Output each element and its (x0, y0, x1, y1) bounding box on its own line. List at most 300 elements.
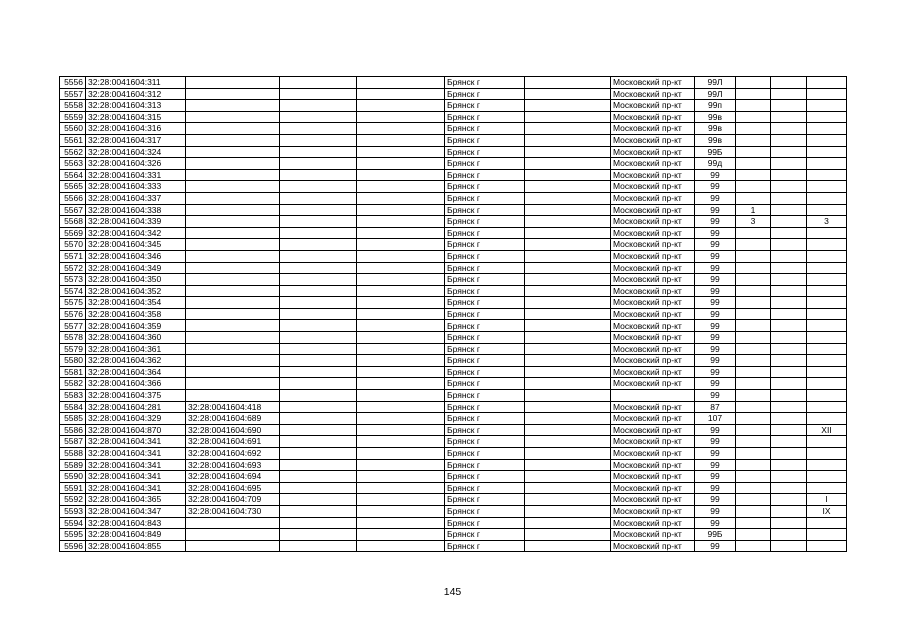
cell-empty-col-4 (280, 158, 357, 170)
cell-house: 99Л (695, 77, 736, 89)
cell-empty-col-11 (771, 297, 807, 309)
cell-room (807, 158, 847, 170)
cell-street: Московский пр-кт (611, 448, 695, 460)
cell-empty-col-11 (771, 459, 807, 471)
cell-house: 99 (695, 517, 736, 529)
table-row (60, 482, 847, 494)
cell-house: 99 (695, 297, 736, 309)
cell-related-cadastral-number (186, 204, 280, 216)
cell-city: Брянск г (445, 134, 525, 146)
cell-city: Брянск г (445, 459, 525, 471)
cell-empty-col-7 (525, 216, 611, 228)
cell-house: 99 (695, 169, 736, 181)
cell-street: Московский пр-кт (611, 77, 695, 89)
cell-cadastral-number: 32:28:0041604:312 (86, 88, 186, 100)
cell-related-cadastral-number (186, 390, 280, 402)
cell-related-cadastral-number: 32:28:0041604:694 (186, 471, 280, 483)
cell-related-cadastral-number (186, 262, 280, 274)
cell-house: 99д (695, 158, 736, 170)
cell-empty-col-11 (771, 134, 807, 146)
cell-street: Московский пр-кт (611, 332, 695, 344)
cell-empty-col-5 (357, 192, 445, 204)
cell-cadastral-number: 32:28:0041604:338 (86, 204, 186, 216)
cell-house: 99 (695, 262, 736, 274)
cell-empty-col-5 (357, 413, 445, 425)
cell-street: Московский пр-кт (611, 505, 695, 517)
cell-empty-col-11 (771, 401, 807, 413)
cell-empty-col-11 (771, 274, 807, 286)
cell-empty-col-11 (771, 158, 807, 170)
cell-related-cadastral-number: 32:28:0041604:691 (186, 436, 280, 448)
cell-row-number: 5585 (60, 413, 86, 425)
cell-empty-col-4 (280, 227, 357, 239)
cell-empty-col-7 (525, 169, 611, 181)
cell-empty-col-5 (357, 517, 445, 529)
table-row (60, 100, 847, 112)
cell-street: Московский пр-кт (611, 517, 695, 529)
cell-empty-col-7 (525, 366, 611, 378)
cell-empty-col-11 (771, 169, 807, 181)
cell-row-number: 5580 (60, 355, 86, 367)
cell-house: 99 (695, 192, 736, 204)
cell-room (807, 343, 847, 355)
cell-cadastral-number: 32:28:0041604:341 (86, 471, 186, 483)
cell-related-cadastral-number (186, 169, 280, 181)
table-row (60, 146, 847, 158)
cell-empty-col-7 (525, 111, 611, 123)
cell-empty-col-4 (280, 494, 357, 506)
cell-empty-col-4 (280, 146, 357, 158)
cell-room (807, 88, 847, 100)
cell-empty-col-5 (357, 285, 445, 297)
cell-street: Московский пр-кт (611, 192, 695, 204)
cell-building (736, 424, 771, 436)
cell-empty-col-7 (525, 308, 611, 320)
cell-empty-col-11 (771, 448, 807, 460)
cell-empty-col-11 (771, 343, 807, 355)
cell-empty-col-4 (280, 424, 357, 436)
cell-empty-col-7 (525, 413, 611, 425)
cell-row-number: 5566 (60, 192, 86, 204)
cell-room (807, 517, 847, 529)
cell-city: Брянск г (445, 227, 525, 239)
cell-related-cadastral-number (186, 123, 280, 135)
cell-room (807, 529, 847, 541)
cell-city: Брянск г (445, 239, 525, 251)
cell-house: 99п (695, 100, 736, 112)
cell-related-cadastral-number (186, 239, 280, 251)
cell-building (736, 320, 771, 332)
cell-city: Брянск г (445, 529, 525, 541)
cell-row-number: 5577 (60, 320, 86, 332)
cell-related-cadastral-number (186, 216, 280, 228)
cell-building (736, 181, 771, 193)
cell-room (807, 332, 847, 344)
cell-empty-col-5 (357, 332, 445, 344)
cell-room (807, 355, 847, 367)
cell-building (736, 366, 771, 378)
cell-row-number: 5581 (60, 366, 86, 378)
cell-empty-col-11 (771, 540, 807, 552)
cell-cadastral-number: 32:28:0041604:362 (86, 355, 186, 367)
cell-cadastral-number: 32:28:0041604:870 (86, 424, 186, 436)
cell-house: 99 (695, 424, 736, 436)
cell-cadastral-number: 32:28:0041604:375 (86, 390, 186, 402)
cell-empty-col-7 (525, 482, 611, 494)
cell-building (736, 169, 771, 181)
cell-city: Брянск г (445, 123, 525, 135)
cell-street: Московский пр-кт (611, 181, 695, 193)
cell-building (736, 505, 771, 517)
cell-empty-col-7 (525, 424, 611, 436)
table-row (60, 390, 847, 402)
table-row (60, 494, 847, 506)
cell-empty-col-7 (525, 158, 611, 170)
cell-empty-col-5 (357, 505, 445, 517)
cell-empty-col-5 (357, 274, 445, 286)
table-row (60, 448, 847, 460)
cell-cadastral-number: 32:28:0041604:354 (86, 297, 186, 309)
cell-street: Московский пр-кт (611, 169, 695, 181)
cell-empty-col-11 (771, 285, 807, 297)
cell-empty-col-5 (357, 111, 445, 123)
cell-city: Брянск г (445, 158, 525, 170)
cell-empty-col-5 (357, 482, 445, 494)
cell-related-cadastral-number (186, 158, 280, 170)
cell-empty-col-11 (771, 250, 807, 262)
table-row (60, 459, 847, 471)
cell-room (807, 448, 847, 460)
cell-house: 99 (695, 355, 736, 367)
cell-city: Брянск г (445, 332, 525, 344)
cell-building (736, 471, 771, 483)
cell-row-number: 5572 (60, 262, 86, 274)
cell-city: Брянск г (445, 192, 525, 204)
cell-empty-col-11 (771, 111, 807, 123)
cell-house: 107 (695, 413, 736, 425)
cell-empty-col-5 (357, 540, 445, 552)
table-row (60, 158, 847, 170)
cell-row-number: 5571 (60, 250, 86, 262)
cell-empty-col-5 (357, 134, 445, 146)
cell-street: Московский пр-кт (611, 158, 695, 170)
cell-empty-col-7 (525, 448, 611, 460)
cell-building (736, 378, 771, 390)
cell-building (736, 262, 771, 274)
table-row (60, 227, 847, 239)
cell-city: Брянск г (445, 413, 525, 425)
cell-house: 99 (695, 390, 736, 402)
cell-building (736, 494, 771, 506)
table-row (60, 413, 847, 425)
cell-empty-col-5 (357, 297, 445, 309)
cell-building (736, 482, 771, 494)
cell-related-cadastral-number (186, 192, 280, 204)
cell-empty-col-11 (771, 424, 807, 436)
cell-row-number: 5579 (60, 343, 86, 355)
cell-empty-col-7 (525, 459, 611, 471)
cell-building (736, 540, 771, 552)
cell-house: 99 (695, 378, 736, 390)
cell-house: 99 (695, 285, 736, 297)
cell-empty-col-4 (280, 343, 357, 355)
cell-empty-col-4 (280, 192, 357, 204)
cell-empty-col-11 (771, 308, 807, 320)
cell-building (736, 146, 771, 158)
cell-building (736, 413, 771, 425)
cell-row-number: 5563 (60, 158, 86, 170)
cell-empty-col-4 (280, 332, 357, 344)
cell-row-number: 5575 (60, 297, 86, 309)
cell-row-number: 5573 (60, 274, 86, 286)
cell-empty-col-5 (357, 181, 445, 193)
cell-row-number: 5569 (60, 227, 86, 239)
cell-empty-col-4 (280, 436, 357, 448)
cell-empty-col-5 (357, 494, 445, 506)
cell-empty-col-5 (357, 355, 445, 367)
cell-empty-col-5 (357, 424, 445, 436)
cell-city: Брянск г (445, 250, 525, 262)
cell-empty-col-5 (357, 529, 445, 541)
cell-cadastral-number: 32:28:0041604:315 (86, 111, 186, 123)
cell-empty-col-7 (525, 250, 611, 262)
cell-building (736, 77, 771, 89)
cell-empty-col-11 (771, 332, 807, 344)
cell-empty-col-11 (771, 320, 807, 332)
cell-empty-col-11 (771, 216, 807, 228)
cell-empty-col-5 (357, 239, 445, 251)
cell-house: 99в (695, 111, 736, 123)
cell-room (807, 274, 847, 286)
cell-city: Брянск г (445, 181, 525, 193)
cell-city: Брянск г (445, 366, 525, 378)
cell-empty-col-7 (525, 401, 611, 413)
table-row (60, 505, 847, 517)
cell-related-cadastral-number: 32:28:0041604:695 (186, 482, 280, 494)
cell-cadastral-number: 32:28:0041604:324 (86, 146, 186, 158)
cell-row-number: 5567 (60, 204, 86, 216)
cell-cadastral-number: 32:28:0041604:345 (86, 239, 186, 251)
cell-cadastral-number: 32:28:0041604:365 (86, 494, 186, 506)
cell-row-number: 5562 (60, 146, 86, 158)
cell-empty-col-7 (525, 471, 611, 483)
cell-cadastral-number: 32:28:0041604:350 (86, 274, 186, 286)
cell-house: 99 (695, 343, 736, 355)
cell-row-number: 5593 (60, 505, 86, 517)
cell-city: Брянск г (445, 436, 525, 448)
registry-body (60, 77, 847, 552)
cell-cadastral-number: 32:28:0041604:339 (86, 216, 186, 228)
cell-room (807, 401, 847, 413)
cell-empty-col-4 (280, 134, 357, 146)
cell-empty-col-11 (771, 181, 807, 193)
cell-street: Московский пр-кт (611, 471, 695, 483)
cell-house: 99 (695, 540, 736, 552)
cell-city: Брянск г (445, 320, 525, 332)
cell-empty-col-11 (771, 204, 807, 216)
cell-city: Брянск г (445, 262, 525, 274)
cell-related-cadastral-number (186, 285, 280, 297)
cell-row-number: 5595 (60, 529, 86, 541)
cell-city: Брянск г (445, 297, 525, 309)
cell-empty-col-4 (280, 378, 357, 390)
cell-house: 99 (695, 332, 736, 344)
cell-empty-col-11 (771, 529, 807, 541)
cell-room (807, 100, 847, 112)
cell-empty-col-11 (771, 378, 807, 390)
cell-room (807, 308, 847, 320)
cell-empty-col-4 (280, 262, 357, 274)
cell-city: Брянск г (445, 216, 525, 228)
cell-row-number: 5565 (60, 181, 86, 193)
cell-building (736, 123, 771, 135)
cell-street: Московский пр-кт (611, 134, 695, 146)
cell-empty-col-11 (771, 505, 807, 517)
cell-street: Московский пр-кт (611, 413, 695, 425)
cell-empty-col-4 (280, 169, 357, 181)
cell-room (807, 320, 847, 332)
cell-related-cadastral-number (186, 88, 280, 100)
cell-room (807, 204, 847, 216)
cell-city: Брянск г (445, 494, 525, 506)
cell-empty-col-7 (525, 100, 611, 112)
cell-empty-col-4 (280, 471, 357, 483)
cell-cadastral-number: 32:28:0041604:359 (86, 320, 186, 332)
cell-empty-col-4 (280, 529, 357, 541)
cell-street: Московский пр-кт (611, 227, 695, 239)
table-row (60, 436, 847, 448)
table-row (60, 239, 847, 251)
table-row (60, 529, 847, 541)
table-row (60, 181, 847, 193)
cell-street: Московский пр-кт (611, 285, 695, 297)
cell-house: 99 (695, 204, 736, 216)
cell-room (807, 413, 847, 425)
cell-street: Московский пр-кт (611, 401, 695, 413)
table-row (60, 123, 847, 135)
cell-city: Брянск г (445, 517, 525, 529)
cell-building (736, 158, 771, 170)
cell-cadastral-number: 32:28:0041604:337 (86, 192, 186, 204)
cell-empty-col-11 (771, 192, 807, 204)
cell-street: Московский пр-кт (611, 262, 695, 274)
table-row (60, 332, 847, 344)
cell-row-number: 5591 (60, 482, 86, 494)
cell-building (736, 401, 771, 413)
cell-building (736, 111, 771, 123)
cell-empty-col-11 (771, 517, 807, 529)
cell-building (736, 134, 771, 146)
cell-row-number: 5588 (60, 448, 86, 460)
cell-building (736, 297, 771, 309)
cell-empty-col-4 (280, 517, 357, 529)
cell-cadastral-number: 32:28:0041604:317 (86, 134, 186, 146)
cell-cadastral-number: 32:28:0041604:360 (86, 332, 186, 344)
cell-empty-col-4 (280, 216, 357, 228)
cell-empty-col-5 (357, 366, 445, 378)
cell-empty-col-11 (771, 482, 807, 494)
cell-building (736, 239, 771, 251)
table-row (60, 204, 847, 216)
cell-city: Брянск г (445, 471, 525, 483)
cell-empty-col-7 (525, 540, 611, 552)
cell-building (736, 285, 771, 297)
cell-empty-col-5 (357, 390, 445, 402)
table-row (60, 134, 847, 146)
cell-house: 99 (695, 471, 736, 483)
cell-cadastral-number: 32:28:0041604:849 (86, 529, 186, 541)
cell-room (807, 378, 847, 390)
table-row (60, 169, 847, 181)
cell-street: Московский пр-кт (611, 88, 695, 100)
cell-cadastral-number: 32:28:0041604:358 (86, 308, 186, 320)
cell-related-cadastral-number (186, 320, 280, 332)
cell-empty-col-4 (280, 320, 357, 332)
cell-room (807, 146, 847, 158)
cell-city: Брянск г (445, 343, 525, 355)
cell-street: Московский пр-кт (611, 111, 695, 123)
cell-row-number: 5561 (60, 134, 86, 146)
cell-related-cadastral-number (186, 227, 280, 239)
table-row (60, 308, 847, 320)
cell-empty-col-4 (280, 204, 357, 216)
cell-room: IX (807, 505, 847, 517)
cell-room (807, 77, 847, 89)
cell-city: Брянск г (445, 285, 525, 297)
cell-cadastral-number: 32:28:0041604:347 (86, 505, 186, 517)
registry-table (59, 76, 847, 552)
cell-street: Московский пр-кт (611, 529, 695, 541)
cell-city: Брянск г (445, 204, 525, 216)
cell-empty-col-5 (357, 343, 445, 355)
cell-city: Брянск г (445, 274, 525, 286)
cell-cadastral-number: 32:28:0041604:329 (86, 413, 186, 425)
table-row (60, 355, 847, 367)
cell-row-number: 5592 (60, 494, 86, 506)
cell-building (736, 88, 771, 100)
cell-row-number: 5584 (60, 401, 86, 413)
cell-row-number: 5576 (60, 308, 86, 320)
cell-street: Московский пр-кт (611, 274, 695, 286)
cell-house: 99 (695, 250, 736, 262)
cell-city: Брянск г (445, 77, 525, 89)
cell-row-number: 5558 (60, 100, 86, 112)
cell-empty-col-11 (771, 390, 807, 402)
cell-street: Московский пр-кт (611, 355, 695, 367)
cell-row-number: 5568 (60, 216, 86, 228)
cell-row-number: 5582 (60, 378, 86, 390)
cell-related-cadastral-number (186, 529, 280, 541)
table-row (60, 77, 847, 89)
cell-room (807, 540, 847, 552)
cell-row-number: 5583 (60, 390, 86, 402)
cell-street: Московский пр-кт (611, 123, 695, 135)
cell-empty-col-7 (525, 239, 611, 251)
cell-empty-col-7 (525, 436, 611, 448)
cell-cadastral-number: 32:28:0041604:341 (86, 448, 186, 460)
cell-building (736, 459, 771, 471)
cell-row-number: 5578 (60, 332, 86, 344)
cell-building (736, 250, 771, 262)
cell-empty-col-11 (771, 366, 807, 378)
cell-cadastral-number: 32:28:0041604:361 (86, 343, 186, 355)
cell-empty-col-11 (771, 77, 807, 89)
cell-house: 99 (695, 505, 736, 517)
cell-empty-col-7 (525, 227, 611, 239)
cell-empty-col-7 (525, 505, 611, 517)
cell-empty-col-5 (357, 227, 445, 239)
cell-row-number: 5557 (60, 88, 86, 100)
